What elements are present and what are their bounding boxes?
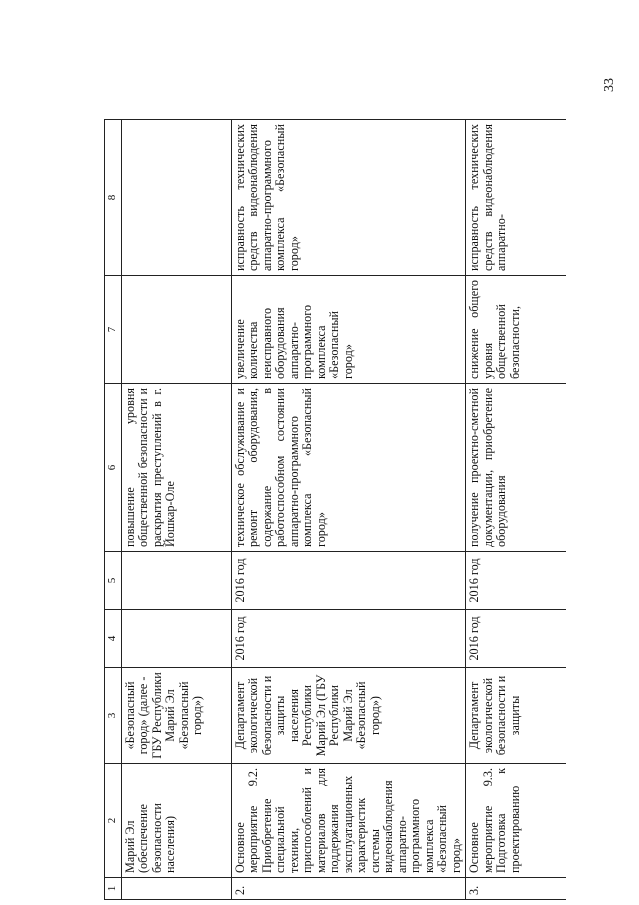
end-cell: 2016 год	[466, 552, 566, 610]
row-number	[121, 878, 231, 900]
consequence-cell	[121, 276, 231, 384]
row-number: 3.	[466, 878, 566, 900]
indicator-cell	[121, 120, 231, 276]
header-cell: 3	[105, 668, 122, 764]
indicator-cell: исправность технических средств видеонаблюдения аппаратно-	[466, 120, 566, 276]
table-row	[231, 120, 466, 900]
measure-cell: Основное мероприятие 9.3. Подготовка к проектированию	[466, 764, 566, 878]
executor-cell: Департамент экологической безопасности и защиты населения Республики Марий Эл (ГБУ Республики Марий Эл «Безопасный город»)	[231, 668, 466, 764]
row-number: 2.	[231, 878, 466, 900]
measures-table	[104, 119, 566, 900]
indicator-cell: исправность технических средств видеонаблюдения аппаратно-программного комплекса «Безопасный город»	[231, 120, 466, 276]
header-cell: 8	[105, 120, 122, 276]
table-row	[466, 120, 566, 900]
header-cell: 2	[105, 764, 122, 878]
table-row	[121, 120, 231, 900]
start-cell: 2016 год	[466, 610, 566, 668]
consequence-cell: снижение общего уровня общественной безопасности,	[466, 276, 566, 384]
end-cell: 2016 год	[231, 552, 466, 610]
header-cell: 4	[105, 610, 122, 668]
measure-cell: Основное мероприятие 9.2. Приобретение специальной техники, приспособлений и материалов для поддержания эксплуатационных характеристик системы видеонаблюдения аппаратно-программного комплекса «Безопасный город»	[231, 764, 466, 878]
result-cell: повышение уровня общественной безопасности и раскрытия преступлений в г. Йошкар-Оле	[121, 384, 231, 552]
header-cell: 6	[105, 384, 122, 552]
result-cell: получение проектно-сметной документации, приобретение оборудования	[466, 384, 566, 552]
header-cell: 5	[105, 552, 122, 610]
start-cell	[121, 610, 231, 668]
header-cell: 1	[105, 878, 122, 900]
executor-cell: Департамент экологической безопасности и защиты	[466, 668, 566, 764]
start-cell: 2016 год	[231, 610, 466, 668]
header-cell: 7	[105, 276, 122, 384]
page-number: 33	[602, 78, 617, 92]
consequence-cell: увеличение количества неисправного оборудования аппаратно-программного комплекса «Безопасный город»	[231, 276, 466, 384]
result-cell: техническое обслуживание и ремонт оборудования, содержание в работоспособном состоянии аппаратно-программного комплекса «Безопасный город»	[231, 384, 466, 552]
end-cell	[121, 552, 231, 610]
measure-cell: Марий Эл (обеспечение безопасности населения)	[121, 764, 231, 878]
executor-cell: «Безопасный город» (далее - ГБУ Республики Марий Эл «Безопасный город»)	[121, 668, 231, 764]
rotated-table-container	[104, 120, 578, 900]
header-row	[105, 120, 122, 900]
